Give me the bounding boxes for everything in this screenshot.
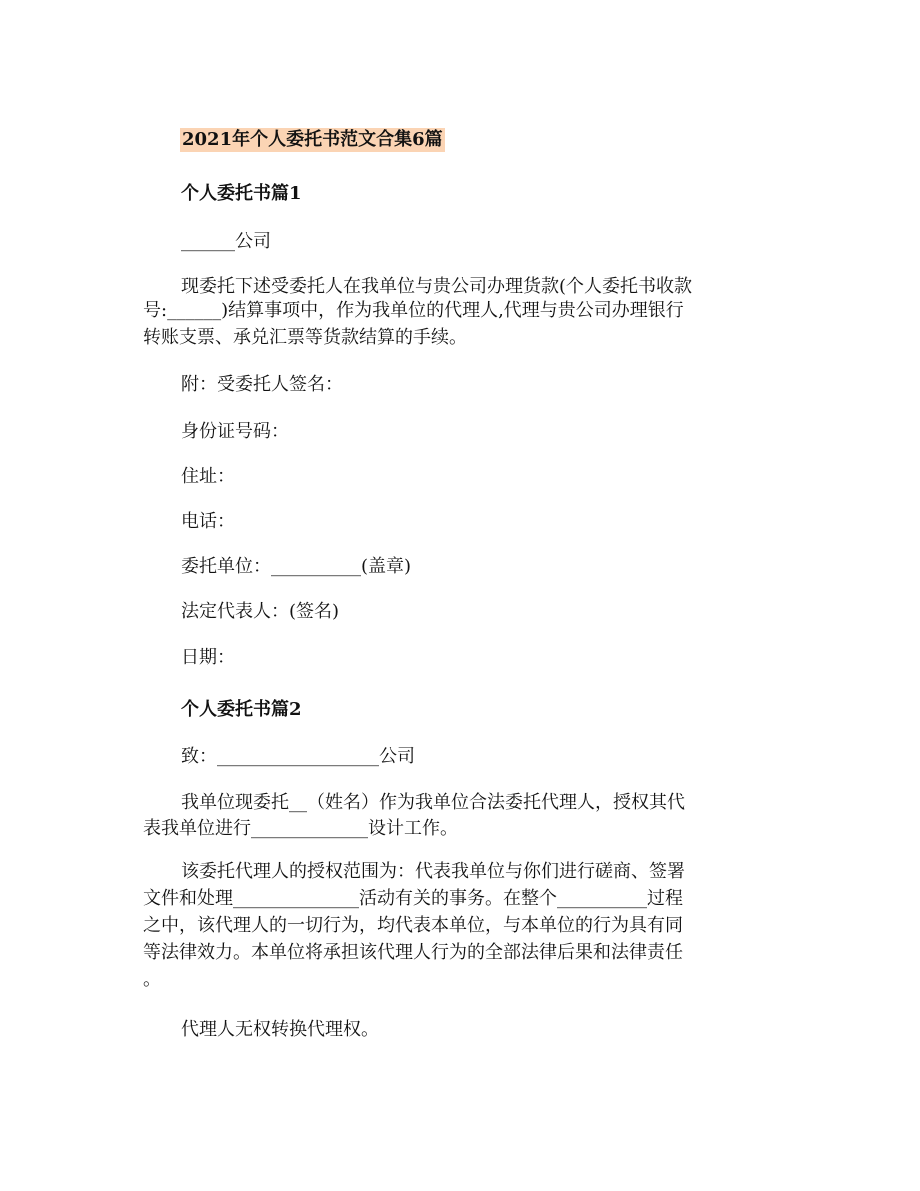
section2-p1-line2: 表我单位进行_____________设计工作。 xyxy=(143,818,458,839)
company-line: ______公司 xyxy=(181,231,271,252)
section1-paragraph-line2: 号:______)结算事项中，作为我单位的代理人,代理与贵公司办理银行 xyxy=(143,300,684,321)
document-title: 2021年个人委托书范文合集6篇 xyxy=(182,129,443,150)
section1-paragraph-line3: 转账支票、承兑汇票等货款结算的手续。 xyxy=(143,327,467,348)
section2-p2-line1: 该委托代理人的授权范围为：代表我单位与你们进行磋商、签署 xyxy=(181,861,685,882)
section1-paragraph-line1: 现委托下述受委托人在我单位与贵公司办理货款(个人委托书收款 xyxy=(181,276,693,297)
signature-line: 附：受委托人签名： xyxy=(181,374,343,395)
legal-representative-line: 法定代表人：(签名) xyxy=(181,601,340,622)
section2-p1-line1: 我单位现委托__（姓名）作为我单位合法委托代理人，授权其代 xyxy=(181,792,685,813)
id-number-line: 身份证号码： xyxy=(181,421,289,442)
address-line: 住址： xyxy=(181,466,235,487)
phone-line: 电话： xyxy=(181,511,235,532)
section1-heading: 个人委托书篇1 xyxy=(181,183,302,204)
section2-p2-line4: 等法律效力。本单位将承担该代理人行为的全部法律后果和法律责任 xyxy=(143,942,683,963)
section2-p2-line3: 之中，该代理人的一切行为，均代表本单位，与本单位的行为具有同 xyxy=(143,915,683,936)
date-line: 日期： xyxy=(181,647,235,668)
section2-p3: 代理人无权转换代理权。 xyxy=(181,1019,379,1040)
entrust-unit-line: 委托单位：__________(盖章) xyxy=(181,556,412,577)
section2-p2-line5: 。 xyxy=(143,969,161,990)
to-line: 致：__________________公司 xyxy=(181,746,415,767)
section2-heading: 个人委托书篇2 xyxy=(181,699,302,720)
section2-p2-line2: 文件和处理______________活动有关的事务。在整个__________过程 xyxy=(143,888,683,909)
